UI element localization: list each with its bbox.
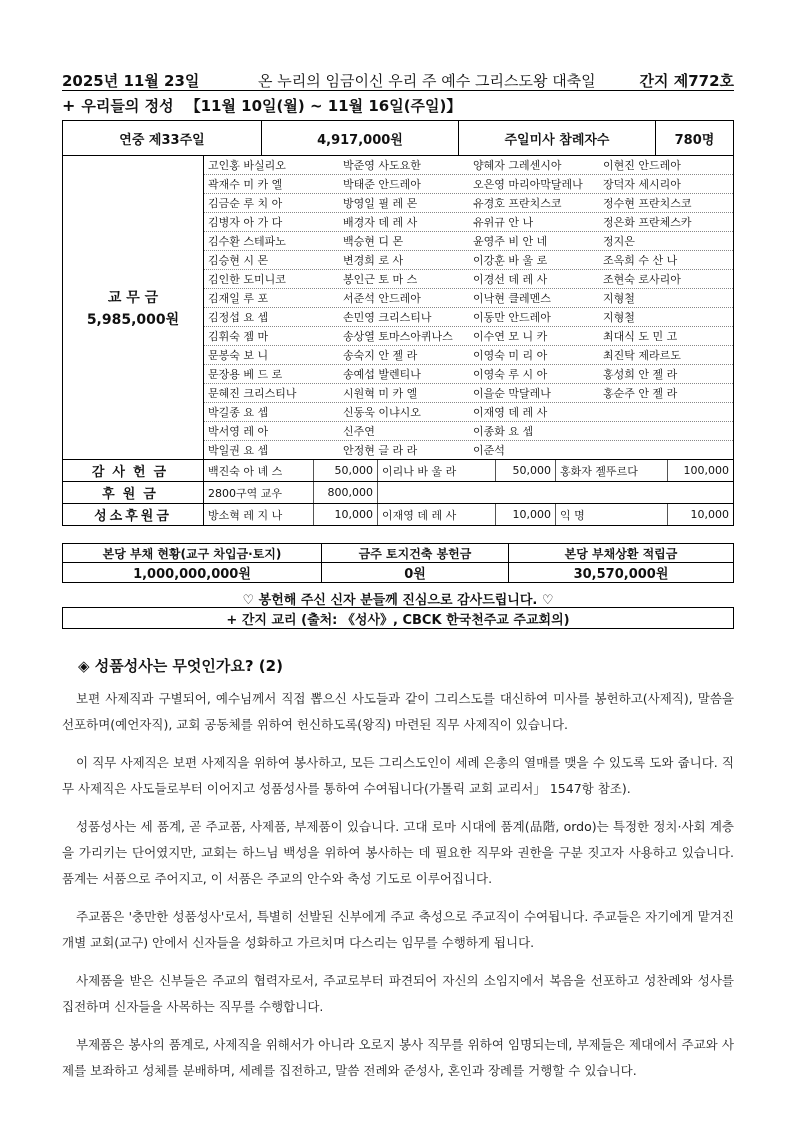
donor-name [599, 403, 724, 421]
donor-name: 곽재수 미 카 엘 [208, 178, 283, 191]
donor-name: 정지은 [603, 235, 635, 248]
donor-name: 이강훈 바 울 로 [473, 254, 548, 267]
donor-name: 고인홍 바실리오 [208, 159, 286, 172]
donor-name: 이현진 안드레아 [603, 159, 681, 172]
donor-name: 문혜진 크리스티나 [208, 387, 297, 400]
donor-row [204, 232, 733, 251]
donor-name: 2800구역 교우 [204, 482, 314, 503]
donor-row [204, 213, 733, 232]
article-paragraph: 이 직무 사제직은 보편 사제직을 위하여 봉사하고, 모든 그리스도인이 세례 은총의 열매를 맺을 수 있도록 도와 줍니다. 직무 사제직은 사도들로부터 이어지고 성품성사를 통하여 수여됩니다(가톨릭 교회 교리서」 1547항 참조). [62, 755, 734, 796]
empty-cell [378, 482, 733, 503]
week-name: 연중 제33주일 [63, 121, 262, 155]
donor-name: 조옥희 수 산 나 [603, 254, 678, 267]
donor-row [204, 327, 733, 346]
donor-name: 김재일 루 포 [208, 292, 269, 305]
summary-row [63, 121, 733, 156]
donor-name: 김병자 아 가 다 [208, 216, 283, 229]
donor-name: 조현숙 로사리아 [603, 273, 681, 286]
donor-name: 홍화자 젤뚜르다 [556, 460, 668, 481]
article-paragraph: 보편 사제직과 구별되어, 예수님께서 직접 뽑으신 사도들과 같이 그리스도를 대신하여 미사를 봉헌하고(사제직), 말씀을 선포하며(예언자직), 교회 공동체를 위하여 헌신하도록(왕직) 마련된 직무 사제직이 있습니다. [62, 691, 734, 732]
donor-name: 정은화 프란체스카 [603, 216, 692, 229]
donor-name: 변경희 로 사 [343, 254, 404, 267]
huwon-row [63, 482, 733, 504]
land-offering-header: 금주 토지건축 봉헌금 [322, 544, 508, 563]
donor-name: 방소혁 레 지 나 [204, 504, 314, 525]
donor-name: 신주연 [343, 425, 375, 438]
donation-amount: 50,000 [314, 460, 378, 481]
donor-name: 이영숙 루 시 아 [473, 368, 548, 381]
donor-name: 이낙현 클레멘스 [473, 292, 551, 305]
donor-name: 박서영 레 아 [208, 425, 269, 438]
donor-name: 이수연 모 니 카 [473, 330, 548, 343]
donor-name: 김승현 시 몬 [208, 254, 269, 267]
repayment-value: 30,570,000원 [573, 567, 669, 582]
article-paragraph: 사제품을 받은 신부들은 주교의 협력자로서, 주교로부터 파견되어 자신의 소임지에서 복음을 선포하고 성찬례와 성사를 집전하며 신자들을 사목하는 직무를 수행합니다. [62, 973, 734, 1014]
donor-row [204, 365, 733, 384]
donor-name: 익 명 [556, 504, 668, 525]
donor-name: 문봉숙 보 니 [208, 349, 269, 362]
donor-name: 장덕자 세시리아 [603, 178, 681, 191]
donor-row [204, 175, 733, 194]
donor-name: 안정현 글 라 라 [343, 444, 418, 457]
donor-row [204, 441, 733, 459]
donor-row [204, 346, 733, 365]
donor-row [204, 308, 733, 327]
donor-name: 손민영 크리스티나 [343, 311, 432, 324]
donor-name: 지형철 [603, 292, 635, 305]
donation-amount: 10,000 [496, 504, 556, 525]
doctrine-banner: + 간지 교리 (출처: 《성사》, CBCK 한국천주교 주교회의) [62, 607, 734, 629]
gamsa-label: 감사헌금 [63, 460, 204, 481]
donor-name: 이종화 요 셉 [473, 425, 534, 438]
donation-amount: 50,000 [496, 460, 556, 481]
article-paragraph: 부제품은 봉사의 품계로, 사제직을 위해서가 아니라 오로지 봉사 직무를 위하여 임명되는데, 부제들은 제대에서 주교와 사제를 보좌하고 성체를 분배하며, 세례를 집전하고, 말씀 전례와 준성사, 혼인과 장례를 거행할 수 있습니다. [62, 1037, 734, 1078]
donor-name: 박태준 안드레아 [343, 178, 421, 191]
donor-name: 시원혁 미 카 엘 [343, 387, 418, 400]
attendance-count: 780명 [674, 132, 715, 148]
donor-name: 유위규 안 나 [473, 216, 534, 229]
donor-name: 정수현 프란치스코 [603, 197, 692, 210]
kyomu-total: 5,985,000원 [86, 311, 180, 328]
donor-name: 이영숙 미 리 아 [473, 349, 548, 362]
article-paragraph: 성품성사는 세 품계, 곧 주교품, 사제품, 부제품이 있습니다. 고대 로마 시대에 품계(品階, ordo)는 특정한 정치·사회 계층을 가리키는 단어였지만, 교회는 하느님 백성을 위하여 봉사하는 데 필요한 직무와 권한을 구분 짓고자 사용하고 있습니다. 품계는 서품으로 주어지고, 이 서품은 주교의 안수와 축성 기도로 이루어집니다. [62, 819, 734, 886]
donor-name: 이을순 막달레나 [473, 387, 551, 400]
donor-name: 박준영 사도요한 [343, 159, 421, 172]
kyomu-label-cell [63, 156, 204, 459]
donor-name: 박길종 요 셉 [208, 406, 269, 419]
donor-name: 백진숙 아 녜 스 [204, 460, 314, 481]
week-amount: 4,917,000원 [262, 121, 459, 155]
donor-name [599, 441, 724, 459]
donor-row [204, 270, 733, 289]
kyomu-block [63, 156, 733, 460]
bulletin-header [62, 68, 734, 91]
donor-name: 김금순 루 치 아 [208, 197, 283, 210]
donor-name: 지형철 [603, 311, 635, 324]
debt-value: 1,000,000,000원 [133, 567, 251, 582]
donor-name: 방영일 필 레 몬 [343, 197, 418, 210]
donor-name [599, 422, 724, 440]
donor-row [204, 289, 733, 308]
donor-name: 윤영주 비 안 네 [473, 235, 548, 248]
donor-name: 배경자 데 레 사 [343, 216, 418, 229]
seongso-label: 성소후원금 [63, 504, 204, 525]
donor-name: 신동욱 이냐시오 [343, 406, 421, 419]
donor-name: 김수환 스테파노 [208, 235, 286, 248]
repayment-header: 본당 부채상환 적립금 [509, 544, 733, 563]
donor-name: 서준석 안드레아 [343, 292, 421, 305]
donor-name: 송상열 토마스아퀴나스 [343, 330, 453, 343]
donor-name: 김인한 도미니코 [208, 273, 286, 286]
donor-name: 봉인근 토 마 스 [343, 273, 418, 286]
donation-amount: 800,000 [314, 482, 378, 503]
donor-row [204, 156, 733, 175]
kyomu-label: 교 무 금 [107, 289, 159, 306]
donor-name: 이재영 데 레 사 [473, 406, 548, 419]
donor-name: 박일권 요 셉 [208, 444, 269, 457]
article-body [62, 686, 734, 1096]
donor-name: 홍순주 안 젤 라 [603, 387, 678, 400]
donor-name: 이경선 데 레 사 [473, 273, 548, 286]
section-period: 【11월 10일(월) ~ 11월 16일(주일)】 [185, 97, 462, 115]
land-offering-value: 0원 [404, 567, 426, 582]
donor-row [204, 384, 733, 403]
donor-name: 이동만 안드레아 [473, 311, 551, 324]
donor-name: 송숙지 안 젤 라 [343, 349, 418, 362]
donor-name: 김정섭 요 셉 [208, 311, 269, 324]
debt-header: 본당 부채 현황(교구 차입금·토지) [63, 544, 321, 563]
donor-name: 이리나 바 울 라 [378, 460, 496, 481]
article-paragraph: 주교품은 '충만한 성품성사'로서, 특별히 선발된 신부에게 주교 축성으로 주교직이 수여됩니다. 주교들은 자기에게 맡겨진 개별 교회(교구) 안에서 신자들을 성화하고 가르치며 다스리는 임무를 수행하게 됩니다. [62, 909, 734, 950]
donor-name: 유경호 프란치스코 [473, 197, 562, 210]
donor-name: 이재영 데 레 사 [378, 504, 496, 525]
donor-name: 김휘숙 젬 마 [208, 330, 269, 343]
thanks-message: ♡ 봉헌해 주신 신자 분들께 진심으로 감사드립니다. ♡ [242, 593, 554, 608]
donor-row [204, 194, 733, 213]
donation-amount: 10,000 [690, 508, 729, 521]
gamsa-row [63, 460, 733, 482]
kyomu-donor-grid [204, 156, 733, 459]
cross-icon: + [62, 96, 76, 115]
donation-amount: 10,000 [314, 504, 378, 525]
feast-title: 온 누리의 임금이신 우리 주 예수 그리스도왕 대축일 [258, 72, 596, 90]
donor-name: 이준석 [473, 444, 505, 457]
donation-amount: 100,000 [683, 464, 729, 477]
offering-section-title [62, 95, 461, 116]
article-title: ◈ 성품성사는 무엇인가요? (2) [78, 657, 283, 675]
issue-number: 간지 제772호 [639, 72, 734, 90]
section-title: 우리들의 정성 [81, 97, 174, 115]
donor-name: 문장용 베 드 로 [208, 368, 283, 381]
donor-row [204, 422, 733, 441]
huwon-label: 후원금 [63, 482, 204, 503]
seongso-row [63, 504, 733, 525]
bulletin-date: 2025년 11월 23일 [62, 72, 200, 90]
donor-row [204, 403, 733, 422]
debt-status-table [62, 543, 734, 583]
donor-name: 홍성희 안 젤 라 [603, 368, 678, 381]
donor-name: 최진탁 제라르도 [603, 349, 681, 362]
donor-name: 양혜자 그레센시아 [473, 159, 562, 172]
attendance-label: 주일미사 참례자수 [459, 121, 656, 155]
donor-name: 백승현 디 몬 [343, 235, 404, 248]
donor-name: 송예섭 발렌티나 [343, 368, 421, 381]
donor-row [204, 251, 733, 270]
offering-table [62, 120, 734, 526]
donor-name: 오은영 마리아막달레나 [473, 178, 583, 191]
donor-name: 최대식 도 민 고 [603, 330, 678, 343]
